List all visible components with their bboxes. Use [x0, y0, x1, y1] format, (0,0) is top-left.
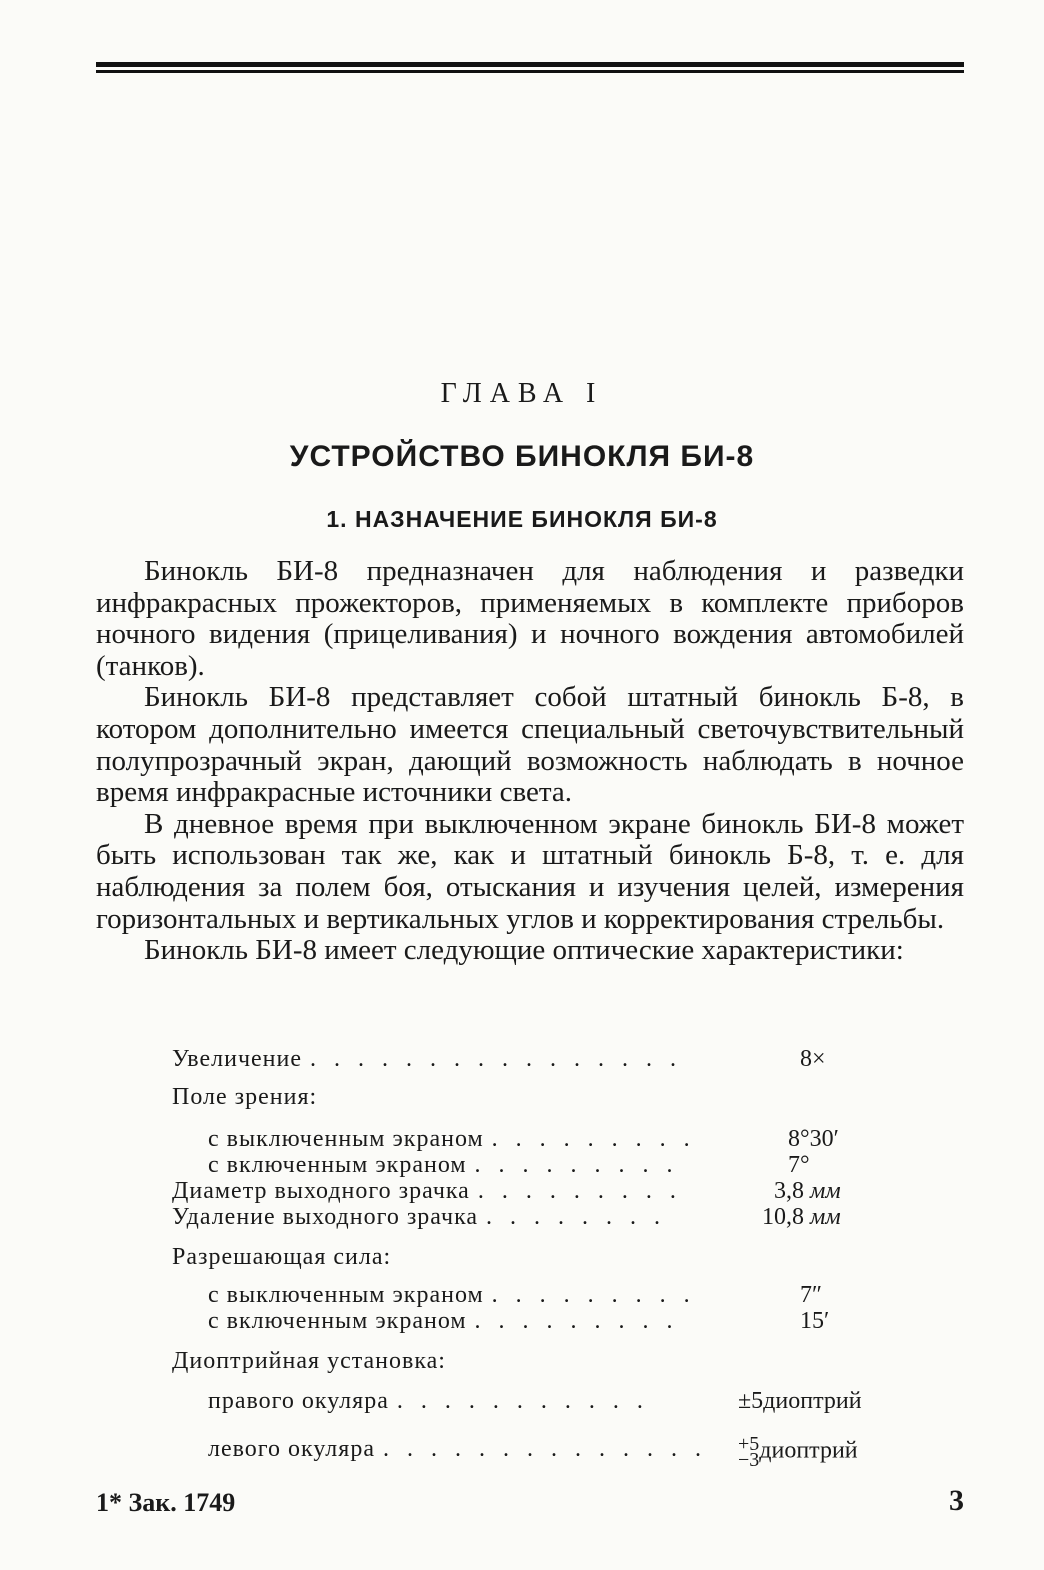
- paragraph: В дневное время при выключенном экране бинокль БИ-8 может быть использован так же, как и штатный бинокль Б-8, т. е. для наблюдения за полем боя, отыскания и изучения целей, измерения горизонтальных и вертикальных углов и корректирования стрельбы.: [96, 807, 964, 935]
- leader-dots: . . . . . . . . .: [491, 1282, 696, 1308]
- spec-group-resolution: Разрешающая сила:: [172, 1244, 392, 1270]
- spec-value: 15′: [800, 1308, 830, 1334]
- top-rule-thin: [96, 70, 964, 73]
- spec-value: 7″: [800, 1282, 822, 1308]
- spec-row-field-on: с включенным экраном . . . . . . . . . 7°: [208, 1152, 810, 1178]
- top-rule: [96, 62, 964, 67]
- spec-row-pupil-distance: Удаление выходного зрачка . . . . . . . . 10,8 мм: [172, 1204, 841, 1230]
- leader-dots: . . . . . . . . .: [491, 1126, 696, 1152]
- spec-value: 8×: [800, 1046, 826, 1072]
- spec-value: 3,8 мм: [774, 1178, 841, 1204]
- paragraph: Бинокль БИ-8 имеет следующие оптические характеристики:: [144, 934, 904, 967]
- spec-value: 10,8 мм: [762, 1204, 841, 1230]
- spec-table: [172, 1042, 892, 1470]
- spec-row-res-on: с включенным экраном . . . . . . . . . 15′: [208, 1308, 830, 1334]
- leader-dots: . . . . . . . . .: [474, 1308, 679, 1334]
- spec-row-pupil-diameter: Диаметр выходного зрачка . . . . . . . . . 3,8 мм: [172, 1178, 841, 1204]
- leader-dots: . . . . . . . . .: [477, 1178, 682, 1204]
- print-order: 1* Зак. 1749: [96, 1488, 236, 1517]
- section-title: 1. НАЗНАЧЕНИЕ БИНОКЛЯ БИ-8: [326, 506, 718, 532]
- spec-value: ±5диоптрий: [738, 1388, 862, 1414]
- leader-dots: . . . . . . . . . . . . . .: [382, 1436, 707, 1462]
- paragraph: Бинокль БИ-8 представляет собой штатный бинокль Б-8, в котором дополнительно имеется специальный светочувствительный полупрозрачный экран, дающий возможность наблюдать в ночное время инфракрасные источники света.: [96, 681, 964, 809]
- spec-row-left-eyepiece: левого окуляра . . . . . . . . . . . . . . +5 −3 диоптрий: [208, 1433, 858, 1471]
- leader-dots: . . . . . . . . . . . . . . . .: [310, 1046, 683, 1072]
- spec-value: 7°: [788, 1152, 810, 1178]
- chapter-heading: ГЛАВА I: [440, 378, 604, 409]
- spec-value: +5 −3 диоптрий: [738, 1433, 858, 1471]
- spec-value: 8°30′: [788, 1126, 839, 1152]
- spec-row-right-eyepiece: правого окуляра . . . . . . . . . . . ±5диоптрий: [208, 1388, 862, 1414]
- leader-dots: . . . . . . . . .: [474, 1152, 679, 1178]
- paragraph: Бинокль БИ-8 предназначен для наблюдения и разведки инфракрасных прожекторов, применяемых в комплекте приборов ночного видения (прицеливания) и ночного вождения автомобилей (танков).: [96, 555, 964, 682]
- spec-row-magnification: Увеличение . . . . . . . . . . . . . . . . 8×: [172, 1046, 826, 1072]
- body-text: [96, 556, 964, 967]
- chapter-title: УСТРОЙСТВО БИНОКЛЯ БИ-8: [289, 440, 755, 473]
- leader-dots: . . . . . . . . . . .: [396, 1388, 649, 1414]
- spec-group-diopter: Диоптрийная установка:: [172, 1348, 446, 1374]
- leader-dots: . . . . . . . .: [486, 1204, 667, 1230]
- spec-row-res-off: с выключенным экраном . . . . . . . . . 7″: [208, 1282, 822, 1308]
- spec-row-field-off: с выключенным экраном . . . . . . . . . 8°30′: [208, 1126, 839, 1152]
- page-number: 3: [949, 1484, 964, 1517]
- spec-group-field: Поле зрения:: [172, 1084, 318, 1110]
